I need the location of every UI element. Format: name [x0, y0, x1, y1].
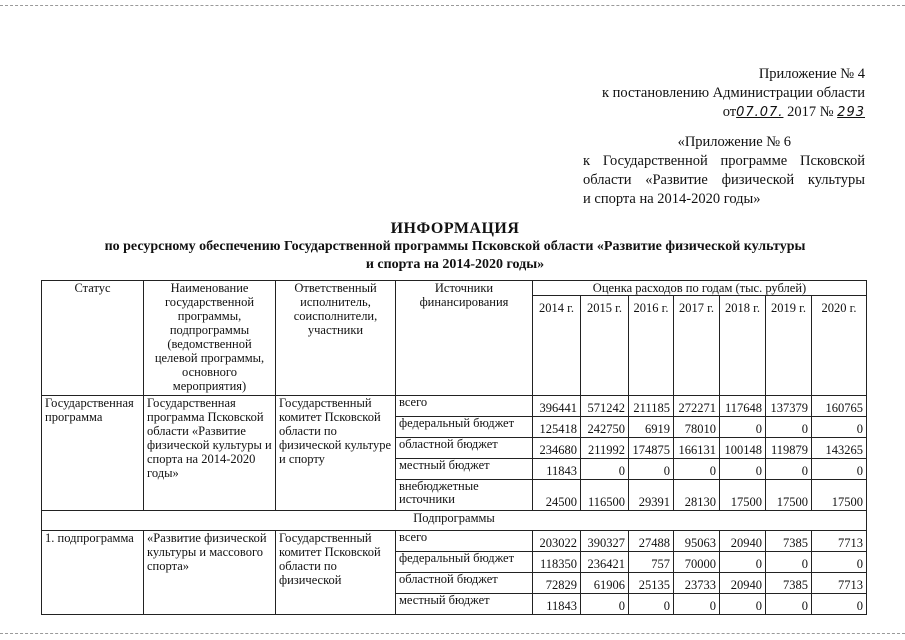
- value-cell: 20940: [720, 573, 766, 594]
- appendix-6-title: «Приложение № 6: [677, 134, 791, 150]
- handwritten-number: 293: [837, 105, 865, 120]
- source-cell: местный бюджет: [396, 594, 533, 615]
- header-year: 2018 г.: [720, 296, 766, 396]
- appendix-4-resolution: к постановлению Администрации области: [601, 85, 865, 101]
- value-cell: 61906: [581, 573, 629, 594]
- sp1-executor: Государственный комитет Псковской области по физической: [276, 531, 396, 615]
- source-cell: внебюджетные источники: [396, 480, 533, 511]
- value-cell: 242750: [581, 417, 629, 438]
- value-cell: 234680: [533, 438, 581, 459]
- value-cell: 119879: [766, 438, 812, 459]
- gp-name: Государственная программа Псковской области «Развитие физической культуры и спорта на 2014-2020 годы»: [144, 396, 276, 511]
- value-cell: 0: [720, 417, 766, 438]
- header-year: 2017 г.: [674, 296, 720, 396]
- value-cell: 0: [766, 459, 812, 480]
- value-cell: 17500: [766, 480, 812, 511]
- header-estimate: Оценка расходов по годам (тыс. рублей): [533, 281, 867, 296]
- value-cell: 28130: [674, 480, 720, 511]
- sp1-name: «Развитие физической культуры и массового спорта»: [144, 531, 276, 615]
- value-cell: 27488: [629, 531, 674, 552]
- value-cell: 0: [812, 417, 867, 438]
- value-cell: 70000: [674, 552, 720, 573]
- value-cell: 0: [674, 459, 720, 480]
- appendix-6-line-4: и спорта на 2014-2020 годы»: [583, 191, 761, 207]
- value-cell: 160765: [812, 396, 867, 417]
- value-cell: 0: [812, 459, 867, 480]
- value-cell: 7713: [812, 531, 867, 552]
- value-cell: 11843: [533, 459, 581, 480]
- appendix-4-title: Приложение № 4: [758, 66, 865, 82]
- value-cell: 396441: [533, 396, 581, 417]
- appendix-6-line-3: области «Развитие физической культуры: [583, 172, 865, 188]
- header-executor: Ответственный исполнитель, соисполнители, участники: [276, 281, 396, 396]
- scan-edge-bottom: [0, 633, 905, 634]
- table-row: [42, 511, 867, 531]
- header-year: 2019 г.: [766, 296, 812, 396]
- header-year: 2016 г.: [629, 296, 674, 396]
- subprograms-label: Подпрограммы: [42, 511, 867, 531]
- gp-status: Государственная программа: [42, 396, 144, 511]
- value-cell: 137379: [766, 396, 812, 417]
- value-cell: 0: [674, 594, 720, 615]
- value-cell: 117648: [720, 396, 766, 417]
- header-sources: Источники финансирования: [396, 281, 533, 396]
- document-heading: [40, 219, 870, 274]
- header-year: 2020 г.: [812, 296, 867, 396]
- table-row: [42, 396, 867, 417]
- document-subtitle-1: по ресурсному обеспечению Государственной программы Псковской области «Развитие физической культуры: [104, 239, 806, 254]
- value-cell: 0: [766, 417, 812, 438]
- value-cell: 236421: [581, 552, 629, 573]
- value-cell: 390327: [581, 531, 629, 552]
- value-cell: 78010: [674, 417, 720, 438]
- value-cell: 211992: [581, 438, 629, 459]
- value-cell: 116500: [581, 480, 629, 511]
- sp1-status: 1. подпрограмма: [42, 531, 144, 615]
- value-cell: 72829: [533, 573, 581, 594]
- header-year: 2014 г.: [533, 296, 581, 396]
- value-cell: 757: [629, 552, 674, 573]
- value-cell: 20940: [720, 531, 766, 552]
- value-cell: 95063: [674, 531, 720, 552]
- value-cell: 11843: [533, 594, 581, 615]
- value-cell: 23733: [674, 573, 720, 594]
- source-cell: федеральный бюджет: [396, 417, 533, 438]
- value-cell: 0: [720, 594, 766, 615]
- value-cell: 0: [629, 459, 674, 480]
- appendix-4-block: [602, 65, 865, 122]
- value-cell: 0: [766, 552, 812, 573]
- source-cell: областной бюджет: [396, 573, 533, 594]
- document-title: ИНФОРМАЦИЯ: [390, 220, 520, 237]
- value-cell: 0: [720, 552, 766, 573]
- appendix-4-date-line: [602, 103, 865, 122]
- date-prefix: от: [722, 104, 737, 120]
- document-subtitle-2: и спорта на 2014-2020 годы»: [365, 257, 545, 272]
- source-cell: областной бюджет: [396, 438, 533, 459]
- source-cell: всего: [396, 531, 533, 552]
- value-cell: 203022: [533, 531, 581, 552]
- value-cell: 571242: [581, 396, 629, 417]
- appendix-6-line-2: к Государственной программе Псковской: [583, 153, 865, 169]
- value-cell: 29391: [629, 480, 674, 511]
- value-cell: 143265: [812, 438, 867, 459]
- appendix-6-block: [583, 133, 865, 209]
- value-cell: 7385: [766, 573, 812, 594]
- value-cell: 166131: [674, 438, 720, 459]
- value-cell: 6919: [629, 417, 674, 438]
- value-cell: 0: [766, 594, 812, 615]
- value-cell: 211185: [629, 396, 674, 417]
- value-cell: 0: [629, 594, 674, 615]
- value-cell: 17500: [812, 480, 867, 511]
- handwritten-date: 07.07.: [736, 105, 784, 120]
- resource-table: [41, 280, 867, 615]
- value-cell: 0: [812, 552, 867, 573]
- value-cell: 7385: [766, 531, 812, 552]
- value-cell: 0: [581, 594, 629, 615]
- value-cell: 7713: [812, 573, 867, 594]
- value-cell: 174875: [629, 438, 674, 459]
- header-status: Статус: [42, 281, 144, 396]
- value-cell: 125418: [533, 417, 581, 438]
- gp-executor: Государственный комитет Псковской области по физической культуре и спорту: [276, 396, 396, 511]
- source-cell: всего: [396, 396, 533, 417]
- value-cell: 0: [720, 459, 766, 480]
- value-cell: 24500: [533, 480, 581, 511]
- value-cell: 0: [812, 594, 867, 615]
- header-year: 2015 г.: [581, 296, 629, 396]
- value-cell: 0: [581, 459, 629, 480]
- value-cell: 118350: [533, 552, 581, 573]
- header-name: Наименование государственной программы, подпрограммы (ведомственной целевой программы, основного мероприятия): [144, 281, 276, 396]
- year-text: 2017 №: [783, 104, 838, 120]
- value-cell: 17500: [720, 480, 766, 511]
- scan-edge-top: [0, 5, 905, 6]
- source-cell: местный бюджет: [396, 459, 533, 480]
- source-cell: федеральный бюджет: [396, 552, 533, 573]
- table-row: [42, 531, 867, 552]
- value-cell: 272271: [674, 396, 720, 417]
- value-cell: 100148: [720, 438, 766, 459]
- value-cell: 25135: [629, 573, 674, 594]
